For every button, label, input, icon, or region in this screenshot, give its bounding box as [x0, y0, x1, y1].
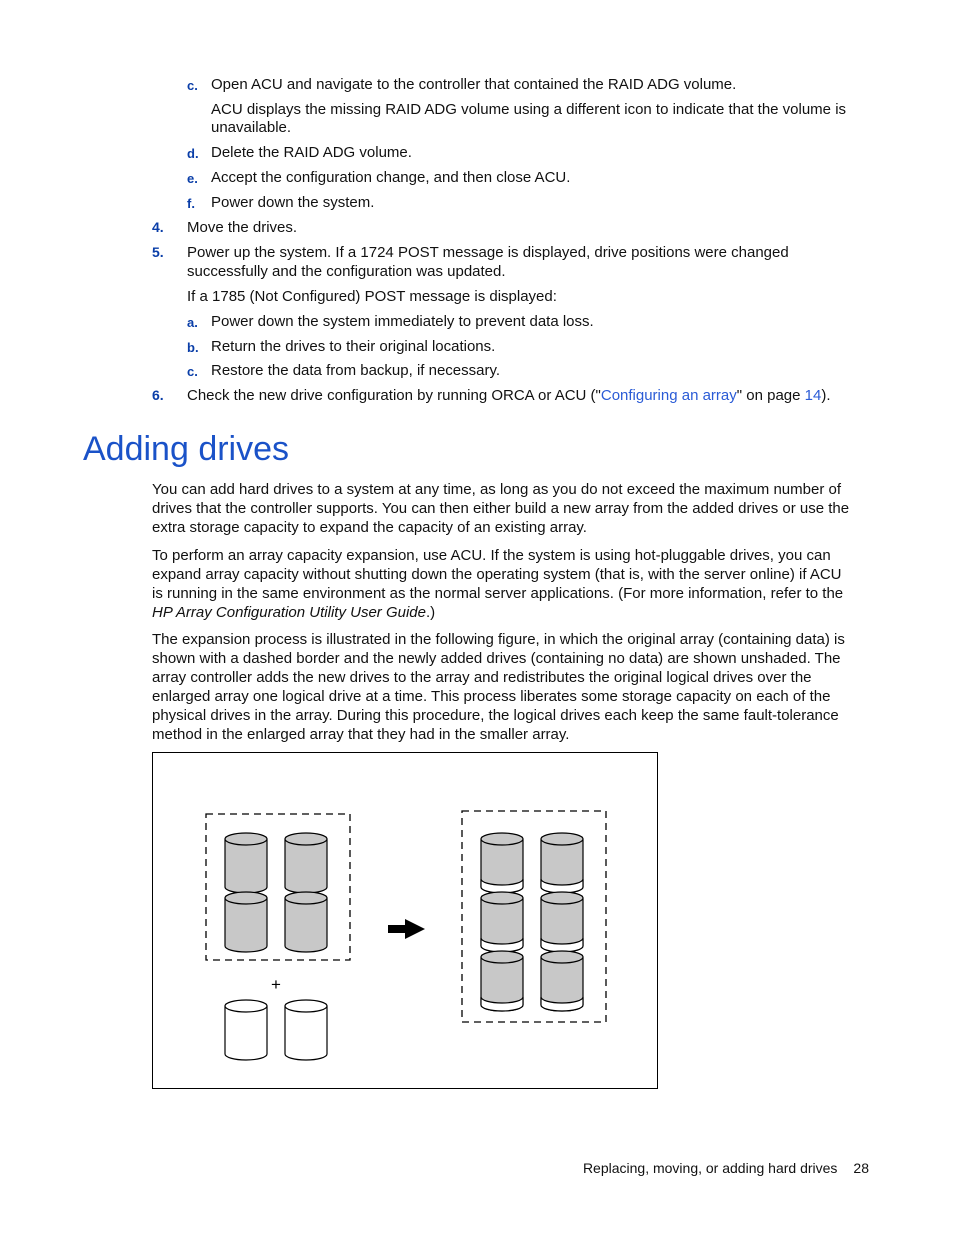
original-drive-icon	[285, 892, 327, 952]
expansion-figure	[152, 752, 658, 1089]
figure-drawing	[153, 753, 656, 1087]
step-6-before: Check the new drive configuration by running ORCA or ACU ("	[187, 387, 601, 404]
enlarged-drive-icon	[481, 951, 523, 1011]
user-guide-title: HP Array Configuration Utility User Guide	[152, 604, 426, 621]
step-d-marker: d.	[187, 146, 199, 161]
paragraph-2	[152, 546, 868, 622]
substep-c-text: Restore the data from backup, if necessary.	[211, 362, 501, 379]
step-e-marker: e.	[187, 171, 198, 186]
substep-a-marker: a.	[187, 315, 198, 330]
step-5-line1: Power up the system. If a 1724 POST message is displayed, drive positions were changed	[187, 244, 789, 261]
step-f-marker: f.	[187, 196, 195, 211]
paragraph-3	[152, 630, 868, 744]
step-4-marker: 4.	[152, 219, 164, 235]
substep-b-marker: b.	[187, 340, 199, 355]
step-c-marker: c.	[187, 78, 198, 93]
enlarged-drive-icon	[541, 892, 583, 952]
paragraph-2-end: .)	[425, 604, 436, 621]
original-drive-icon	[225, 833, 267, 893]
paragraph-2-line: To perform an array capacity expansion, use ACU. If the system is using hot-pluggable drives, you can	[152, 547, 831, 564]
paragraph-3-line: method in the enlarged array that they had in the smaller array.	[152, 726, 570, 743]
substep-b-text: Return the drives to their original locations.	[211, 338, 496, 355]
paragraph-3-line: array controller adds the new drives to the array and redistributes the original logical drives over the	[152, 669, 812, 686]
paragraph-1-line: drives that the controller supports. You can then either build a new array from the added drives or use the	[152, 500, 850, 517]
step-f-text: Power down the system.	[211, 194, 375, 211]
paragraph-3-line: shown with a dashed border and the newly added drives (containing no data) are shown unshaded. The	[152, 650, 841, 667]
step-6-after: ).	[821, 387, 831, 404]
paragraph-2-line: is running in the same environment as the normal server applications. (For more information, refer to the	[152, 585, 844, 602]
acu-note-line2: unavailable.	[211, 119, 292, 136]
paragraph-3-line: enlarged array one logical drive at a time. This process liberates some storage capacity on each of the	[152, 688, 831, 705]
step-6-middle: " on page	[736, 387, 805, 404]
step-5-line2: successfully and the configuration was updated.	[187, 263, 506, 280]
original-drive-icon	[225, 892, 267, 952]
enlarged-drive-icon	[541, 833, 583, 893]
substep-c-marker: c.	[187, 364, 198, 379]
paragraph-1	[152, 480, 868, 537]
section-title: Adding drives	[83, 430, 290, 468]
new-drive-icon	[285, 1000, 327, 1060]
paragraph-1-line: You can add hard drives to a system at any time, as long as you do not exceed the maximum number of	[152, 481, 841, 498]
paragraph-2-line: expand array capacity without shutting down the operating system (that is, with the server online) if ACU	[152, 566, 842, 583]
step-5-note: If a 1785 (Not Configured) POST message is displayed:	[187, 288, 557, 305]
enlarged-drive-icon	[541, 951, 583, 1011]
original-drive-icon	[285, 833, 327, 893]
paragraph-3-line: physical drives in the array. During this procedure, the logical drives each keep the same fault-tolerance	[152, 707, 839, 724]
step-4-text: Move the drives.	[187, 219, 298, 236]
step-d-text: Delete the RAID ADG volume.	[211, 144, 412, 161]
drive-group	[225, 833, 583, 1060]
enlarged-drive-icon	[481, 892, 523, 952]
step-e-text: Accept the configuration change, and then close ACU.	[211, 169, 571, 186]
plus-sign: +	[271, 975, 281, 994]
enlarged-drive-icon	[481, 833, 523, 893]
step-6-text	[187, 386, 831, 405]
page-footer	[583, 1159, 869, 1178]
step-6-marker: 6.	[152, 387, 164, 403]
substep-a-text: Power down the system immediately to prevent data loss.	[211, 313, 594, 330]
footer-page-number: 28	[853, 1160, 869, 1176]
configuring-array-link[interactable]: Configuring an array	[600, 387, 737, 404]
page-14-link[interactable]: 14	[804, 387, 822, 404]
step-5-marker: 5.	[152, 244, 164, 260]
acu-note-line1: ACU displays the missing RAID ADG volume using a different icon to indicate that the volume is	[211, 101, 847, 118]
arrow-right-icon	[388, 919, 425, 939]
paragraph-3-line: The expansion process is illustrated in the following figure, in which the original array (containing data) is	[152, 631, 845, 648]
paragraph-1-line: extra storage capacity to expand the capacity of an existing array.	[152, 519, 587, 536]
new-drive-icon	[225, 1000, 267, 1060]
paragraph-2-line	[152, 603, 868, 622]
step-c-text: Open ACU and navigate to the controller that contained the RAID ADG volume.	[211, 76, 737, 93]
footer-chapter: Replacing, moving, or adding hard drives	[582, 1160, 838, 1176]
